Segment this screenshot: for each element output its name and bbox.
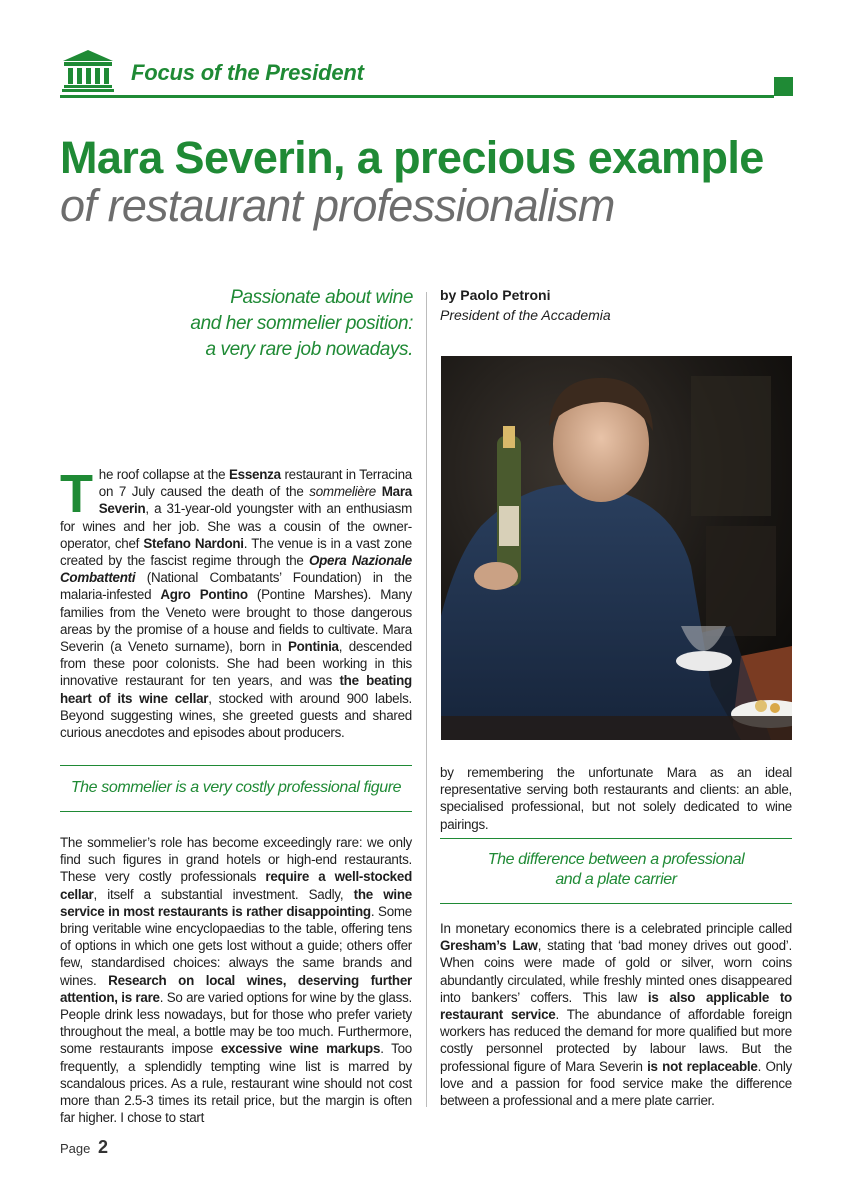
- paragraph-3: [440, 764, 792, 833]
- author-role: President of the Accademia: [440, 307, 611, 323]
- page-number: [60, 1137, 108, 1158]
- text-run: In monetary economics there is a celebrated principle called: [440, 921, 792, 936]
- text-run: he roof collapse at the: [98, 467, 229, 482]
- text-run: (National Combatants’ Foundation) in the malaria-infested: [60, 570, 412, 603]
- portrait-photo: [441, 356, 792, 740]
- text-run: the beating heart of its wine cellar: [60, 673, 412, 706]
- text-run: Pontinia: [287, 639, 339, 655]
- heading-line: The difference between a professional: [487, 851, 745, 868]
- page-number-value: 2: [98, 1137, 109, 1157]
- text-run: restaurant in Terracina on 7 July caused the death of the: [98, 467, 412, 500]
- section-heading-2: [440, 850, 792, 890]
- text-run: . So are varied options for wine by the glass. People drink less nowadays, but for those who prefer variety throughout the meal, a bottle may be too much. Furthermore, some restaurants impose: [60, 989, 412, 1057]
- text-run: sommelière: [309, 484, 376, 500]
- column-separator: [426, 292, 427, 1107]
- text-run: is not replaceable: [647, 1058, 758, 1074]
- text-run: the wine service in most restaurants is rather disappointing: [60, 886, 412, 919]
- article-title-sub: of restaurant professionalism: [60, 180, 615, 231]
- section-title: Focus of the President: [131, 60, 364, 85]
- paragraph-2: [60, 834, 412, 1126]
- text-run: (Pontine Marshes). Many families from the Veneto were brought to those dangerous areas by the promise of a house and fields to cultivate. Mara Severin (a Veneto surname), born in: [60, 587, 412, 655]
- temple-icon: [60, 48, 116, 94]
- divider-bottom: [440, 903, 792, 904]
- text-run: The sommelier’s role has become exceedingly rare: we only find such figures in grand hotels or high-end restaurants. These very costly professionals: [60, 835, 412, 885]
- text-run: , itself a substantial investment. Sadly,: [93, 886, 354, 902]
- text-run: is also applicable to restaurant service: [440, 989, 792, 1023]
- text-run: Opera Nazionale Combattenti: [60, 553, 412, 586]
- divider-top: [440, 838, 792, 839]
- divider-bottom: [60, 811, 412, 812]
- text-run: require a well-stocked cellar: [60, 869, 412, 902]
- text-run: by remembering the unfortunate Mara as an ideal representative serving both restaurants and clients: an able, specialised professional, but not solely dedicated to wine pairings.: [440, 765, 792, 832]
- text-run: Research on local wines, deserving further attention, is rare: [60, 972, 412, 1005]
- divider-top: [60, 765, 412, 766]
- paragraph-1: [60, 464, 412, 741]
- text-run: Agro Pontino: [160, 587, 248, 603]
- text-run: Mara Severin: [98, 484, 412, 517]
- text-run: . Only love and a passion for food service make the difference between a professional and a mere plate carrier.: [440, 1058, 792, 1109]
- header-rule: [60, 95, 774, 98]
- heading-line: and a plate carrier: [555, 871, 677, 888]
- text-run: . Some bring veritable wine encyclopaedias to the table, offering tens of options in which one gets lost without a guide; others offer few, standardised choices: always the same brands and wines.: [60, 903, 412, 988]
- text-run: , descended from these poor colonists. She had been working in this innovative restaurant for ten years, and was: [60, 639, 412, 689]
- author-name: by Paolo Petroni: [440, 287, 551, 303]
- text-run: . The venue is in a vast zone created by the fascist regime through the: [60, 535, 412, 569]
- text-run: . The abundance of affordable foreign workers has reduced the demand for more qualified but more costly personnel protected by labour laws. But the professional figure of Mara Severin: [440, 1007, 792, 1074]
- text-run: , stocked with around 900 labels. Beyond suggesting wines, she greeted guests and shared curious anecdotes and episodes about producers.: [60, 690, 412, 741]
- page-label: Page: [60, 1141, 91, 1156]
- subhead-line: a very rare job nowadays.: [205, 339, 413, 360]
- subhead: [93, 285, 413, 363]
- drop-cap: T: [60, 464, 93, 524]
- text-run: , stating that ‘bad money drives out good’. When coins were made of gold or silver, worn coins abundantly circulated, while freshly minted ones disappeared into bankers’ coffers. This law: [440, 938, 792, 1005]
- byline: [440, 285, 611, 325]
- text-run: . Too frequently, a splendidly tempting wine list is marred by scandalous prices. As a rule, restaurant wine should not cost more than 2.5-3 times its retail price, but the margin is often far higher. I chose to start: [60, 1041, 412, 1126]
- text-run: Gresham’s Law: [440, 938, 538, 954]
- text-run: Stefano Nardoni: [143, 535, 244, 551]
- subhead-line: and her sommelier position:: [190, 313, 413, 334]
- text-run: Essenza: [228, 467, 281, 482]
- text-run: , a 31-year-old youngster with an enthusiasm for wines and her job. She was a cousin of the owner-operator, chef: [60, 501, 412, 551]
- intro-paragraph: [60, 466, 412, 741]
- paragraph-4: [440, 920, 792, 1109]
- article-title: Mara Severin, a precious example: [60, 132, 764, 183]
- section-heading-1: The sommelier is a very costly professional figure: [70, 779, 402, 796]
- subhead-line: Passionate about wine: [230, 287, 413, 308]
- text-run: excessive wine markups: [220, 1041, 381, 1057]
- header-square: [774, 77, 793, 96]
